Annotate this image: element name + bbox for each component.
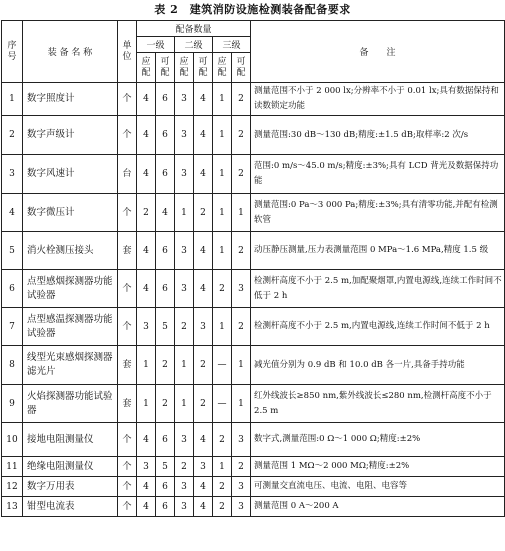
table-row [2, 270, 505, 308]
row-value: 3 [175, 497, 194, 517]
row-unit: 个 [118, 270, 137, 308]
header-may-1: 可配 [156, 53, 175, 83]
row-value: 2 [175, 457, 194, 477]
row-value: 5 [156, 457, 175, 477]
row-note: 测量范围:30 dB～130 dB;精度:±1.5 dB;取样率:2 次/s [251, 116, 505, 155]
row-value: 1 [213, 194, 232, 232]
row-value: 4 [137, 477, 156, 497]
row-value: 1 [232, 346, 251, 385]
row-value: 3 [175, 477, 194, 497]
header-level2: 二级 [175, 37, 213, 53]
row-value: 2 [194, 194, 213, 232]
row-value: 2 [175, 308, 194, 346]
row-value: 2 [232, 308, 251, 346]
row-value: 3 [137, 457, 156, 477]
row-value: 4 [194, 155, 213, 194]
row-value: 3 [175, 116, 194, 155]
row-unit: 台 [118, 155, 137, 194]
header-name: 装 备 名 称 [23, 21, 118, 83]
row-name: 钳型电流表 [23, 497, 118, 517]
row-value: 3 [175, 83, 194, 116]
row-value: 2 [194, 385, 213, 423]
row-name: 点型感烟探测器功能试验器 [23, 270, 118, 308]
row-no: 1 [2, 83, 23, 116]
row-value: 1 [175, 385, 194, 423]
row-unit: 个 [118, 423, 137, 457]
row-no: 10 [2, 423, 23, 457]
row-value: 1 [213, 232, 232, 270]
header-note: 备 注 [251, 21, 505, 83]
table-row [2, 477, 505, 497]
row-value: 1 [213, 308, 232, 346]
row-no: 6 [2, 270, 23, 308]
row-name: 火焰探测器功能试验器 [23, 385, 118, 423]
table-row [2, 308, 505, 346]
row-value: — [213, 346, 232, 385]
table-row [2, 116, 505, 155]
row-name: 数字风速计 [23, 155, 118, 194]
row-value: 4 [194, 232, 213, 270]
row-unit: 个 [118, 83, 137, 116]
header-may-2: 可配 [194, 53, 213, 83]
row-value: 4 [194, 497, 213, 517]
row-value: 6 [156, 83, 175, 116]
row-note: 检测杆高度不小于 2.5 m,内置电源线,连续工作时间不低于 2 h [251, 308, 505, 346]
row-value: 2 [213, 423, 232, 457]
row-value: 6 [156, 155, 175, 194]
row-value: 6 [156, 423, 175, 457]
row-value: — [213, 385, 232, 423]
header-may-3: 可配 [232, 53, 251, 83]
row-value: 1 [137, 346, 156, 385]
row-no: 9 [2, 385, 23, 423]
row-note: 测量范围 0 A～200 A [251, 497, 505, 517]
row-note: 检测杆高度不小于 2.5 m,加配聚烟罩,内置电源线,连续工作时间不低于 2 h [251, 270, 505, 308]
row-name: 数字照度计 [23, 83, 118, 116]
table-row [2, 423, 505, 457]
row-value: 6 [156, 497, 175, 517]
table-row [2, 385, 505, 423]
row-value: 4 [194, 270, 213, 308]
row-value: 2 [232, 83, 251, 116]
row-value: 2 [232, 232, 251, 270]
row-no: 8 [2, 346, 23, 385]
row-value: 4 [194, 83, 213, 116]
row-value: 3 [232, 270, 251, 308]
row-value: 3 [175, 232, 194, 270]
table-row [2, 155, 505, 194]
row-note: 测量范围不小于 2 000 lx;分辨率不小于 0.01 lx;具有数据保持和读数锁定功能 [251, 83, 505, 116]
row-value: 2 [156, 346, 175, 385]
row-name: 消火栓测压接头 [23, 232, 118, 270]
row-value: 2 [194, 346, 213, 385]
row-unit: 个 [118, 457, 137, 477]
row-value: 1 [213, 116, 232, 155]
row-value: 1 [175, 346, 194, 385]
row-note: 动压静压测量,压力表测量范围 0 MPa～1.6 MPa,精度 1.5 级 [251, 232, 505, 270]
row-value: 5 [156, 308, 175, 346]
row-note: 数字式,测量范围:0 Ω～1 000 Ω;精度:±2% [251, 423, 505, 457]
row-value: 3 [175, 155, 194, 194]
table-title: 表 2 建筑消防设施检测装备配备要求 [154, 3, 351, 16]
row-value: 4 [194, 423, 213, 457]
row-value: 3 [194, 457, 213, 477]
row-value: 4 [156, 194, 175, 232]
header-should-3: 应配 [213, 53, 232, 83]
row-value: 2 [232, 457, 251, 477]
row-value: 1 [137, 385, 156, 423]
row-no: 12 [2, 477, 23, 497]
row-no: 7 [2, 308, 23, 346]
row-no: 2 [2, 116, 23, 155]
row-note: 可测量交直流电压、电流、电阻、电容等 [251, 477, 505, 497]
row-value: 1 [175, 194, 194, 232]
row-value: 3 [175, 270, 194, 308]
row-name: 绝缘电阻测量仪 [23, 457, 118, 477]
row-value: 4 [137, 423, 156, 457]
row-no: 11 [2, 457, 23, 477]
row-unit: 个 [118, 308, 137, 346]
header-unit: 单位 [118, 21, 137, 83]
row-value: 2 [232, 116, 251, 155]
row-value: 4 [137, 497, 156, 517]
row-value: 2 [156, 385, 175, 423]
row-value: 2 [213, 477, 232, 497]
row-value: 4 [137, 232, 156, 270]
row-value: 3 [232, 423, 251, 457]
row-unit: 个 [118, 116, 137, 155]
row-value: 2 [232, 155, 251, 194]
row-name: 数字微压计 [23, 194, 118, 232]
row-value: 3 [232, 477, 251, 497]
row-value: 4 [137, 270, 156, 308]
row-value: 4 [194, 477, 213, 497]
table-row [2, 346, 505, 385]
row-value: 3 [175, 423, 194, 457]
row-value: 2 [213, 270, 232, 308]
table-row [2, 497, 505, 517]
row-no: 4 [2, 194, 23, 232]
row-value: 2 [213, 497, 232, 517]
header-level1: 一级 [137, 37, 175, 53]
row-value: 6 [156, 232, 175, 270]
row-value: 1 [213, 155, 232, 194]
header-should-2: 应配 [175, 53, 194, 83]
row-unit: 个 [118, 194, 137, 232]
row-name: 数字声级计 [23, 116, 118, 155]
equipment-table [1, 20, 505, 517]
row-no: 3 [2, 155, 23, 194]
row-note: 范围:0 m/s～45.0 m/s;精度:±3%;具有 LCD 背光及数据保持功能 [251, 155, 505, 194]
row-value: 3 [137, 308, 156, 346]
row-no: 13 [2, 497, 23, 517]
row-name: 线型光束感烟探测器滤光片 [23, 346, 118, 385]
row-value: 6 [156, 116, 175, 155]
row-value: 6 [156, 270, 175, 308]
row-no: 5 [2, 232, 23, 270]
header-level3: 三级 [213, 37, 251, 53]
row-value: 3 [194, 308, 213, 346]
row-name: 接地电阻测量仪 [23, 423, 118, 457]
row-unit: 套 [118, 232, 137, 270]
table-row [2, 194, 505, 232]
row-value: 1 [232, 194, 251, 232]
header-quantity: 配备数量 [137, 21, 251, 37]
row-note: 测量范围:0 Pa～3 000 Pa;精度:±3%;具有清零功能,并配有检测软管 [251, 194, 505, 232]
row-value: 4 [137, 116, 156, 155]
row-note: 红外线波长≥850 nm,紫外线波长≤280 nm,检测杆高度不小于 2.5 m [251, 385, 505, 423]
row-unit: 套 [118, 346, 137, 385]
row-value: 6 [156, 477, 175, 497]
header-seq: 序号 [2, 21, 23, 83]
row-value: 1 [213, 83, 232, 116]
row-unit: 个 [118, 477, 137, 497]
row-unit: 个 [118, 497, 137, 517]
row-value: 3 [232, 497, 251, 517]
table-row [2, 232, 505, 270]
row-value: 2 [137, 194, 156, 232]
row-unit: 套 [118, 385, 137, 423]
row-name: 点型感温探测器功能试验器 [23, 308, 118, 346]
row-value: 4 [194, 116, 213, 155]
row-value: 1 [213, 457, 232, 477]
row-name: 数字万用表 [23, 477, 118, 497]
row-note: 减光值分别为 0.9 dB 和 10.0 dB 各一片,具备手持功能 [251, 346, 505, 385]
row-value: 4 [137, 83, 156, 116]
header-should-1: 应配 [137, 53, 156, 83]
table-row [2, 457, 505, 477]
row-value: 4 [137, 155, 156, 194]
row-note: 测量范围 1 MΩ～2 000 MΩ;精度:±2% [251, 457, 505, 477]
row-value: 1 [232, 385, 251, 423]
table-row [2, 83, 505, 116]
